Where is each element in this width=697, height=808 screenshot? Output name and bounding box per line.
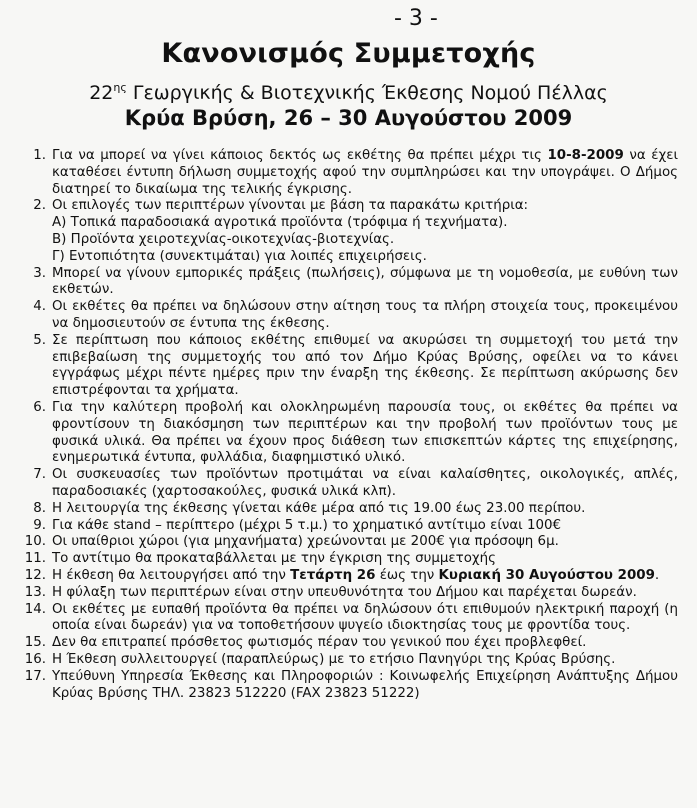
rule-item [14, 551, 678, 568]
rule-item [14, 669, 678, 703]
rule-text: Οι εκθέτες με ευπαθή προϊόντα θα πρέπει να δηλώσουν ότι επιθυμούν ηλεκτρική παροχή (η οποία είναι δωρεάν) για να τοποθετήσουν ψυγείο ιδιοκτησίας τους με φροντίδα τους. [52, 601, 678, 634]
rule-number: 3. [33, 265, 46, 281]
rule-item [14, 400, 678, 467]
rule-text: Για κάθε stand – περίπτερο (μέχρι 5 τ.μ.) το χρηματικό αντίτιμο είναι 100€ [52, 517, 562, 533]
start-date: Τετάρτη 26 [290, 567, 376, 583]
rule-number: 14. [24, 601, 46, 617]
page-number: - 3 - [394, 6, 438, 31]
rule-item [14, 299, 678, 333]
rule-text: Σε περίπτωση που κάποιος εκθέτης επιθυμεί να ακυρώσει τη συμμετοχή του μετά την επιβεβαίωση της συμμετοχής του από τον Δήμο Κρύας Βρύσης, οφείλει να το κάνει εγγράφως μέχρι πέντε ημέρες πριν την έναρξη της έκθεσης. Σε περίπτωση ακύρωσης δεν επιστρέφονται τα χρήματα. [52, 332, 678, 399]
criterion-a: Α) Τοπικά παραδοσιακά αγροτικά προϊόντα (τρόφιμα ή τεχνήματα). [52, 215, 508, 231]
rule-text: Το αντίτιμο θα προκαταβάλλεται με την έγκριση της συμμετοχής [52, 551, 496, 567]
rule-item [14, 467, 678, 501]
deadline-date: 10-8-2009 [547, 148, 624, 163]
rule-text-part: Η έκθεση θα λειτουργήσει από την [52, 567, 291, 583]
subtitle-ordinal: 22 [89, 82, 114, 104]
rule-text: Μπορεί να γίνουν εμπορικές πράξεις (πωλήσεις), σύμφωνα με τη νομοθεσία, με ευθύνη των εκθετών. [52, 265, 678, 298]
rule-number: 9. [33, 517, 46, 533]
rule-text: Η λειτουργία της έκθεσης γίνεται κάθε μέρα από τις 19.00 έως 23.00 περίπου. [52, 500, 586, 516]
end-date: Κυριακή 30 Αυγούστου 2009 [438, 567, 655, 583]
subtitle-text: Γεωργικής & Βιοτεχνικής Έκθεσης Νομού Πέλλας [126, 82, 608, 104]
event-date-location: Κρύα Βρύση, 26 – 30 Αυγούστου 2009 [124, 106, 573, 130]
rule-text-part: έως την [375, 567, 439, 583]
rule-number: 1. [33, 148, 46, 163]
rule-text [52, 148, 678, 198]
rule-item [14, 585, 678, 602]
rule-number: 8. [33, 500, 46, 516]
document-title: Κανονισμός Συμμετοχής [161, 38, 536, 69]
rule-number: 5. [33, 332, 46, 348]
rule-number: 2. [33, 198, 46, 214]
rule-number: 7. [33, 467, 46, 483]
rule-item [14, 602, 678, 636]
rule-item [14, 652, 678, 669]
rule-item [14, 148, 678, 198]
document-subtitle [0, 81, 697, 104]
rule-item [14, 534, 678, 551]
rule-number: 13. [24, 584, 46, 600]
rule-item [14, 501, 678, 518]
criterion-b: Β) Προϊόντα χειροτεχνίας-οικοτεχνίας-βιοτεχνίας. [52, 231, 395, 247]
rule-number: 10. [24, 534, 46, 550]
criterion-c: Γ) Εντοπιότητα (συνεκτιμάται) για λοιπές επιχειρήσεις. [52, 248, 427, 264]
rule-number: 11. [24, 551, 46, 567]
rules-list [14, 148, 678, 702]
rule-text-part: Για να μπορεί να γίνει κάποιος δεκτός ως εκθέτης θα πρέπει μέχρι τις [52, 148, 548, 163]
rule-text [52, 198, 678, 265]
rule-intro: Οι επιλογές των περιπτέρων γίνονται με βάση τα παρακάτω κριτήρια: [52, 198, 529, 214]
rule-item [14, 266, 678, 300]
rule-text: Η Έκθεση συλλειτουργεί (παραπλεύρως) με το ετήσιο Πανηγύρι της Κρύας Βρύσης. [52, 651, 616, 667]
subtitle-ordinal-suffix: ης [113, 81, 127, 94]
rule-number: 6. [33, 399, 46, 415]
rule-item [14, 198, 678, 265]
rule-number: 12. [24, 567, 46, 583]
rule-item [14, 518, 678, 535]
rule-text: Οι υπαίθριοι χώροι (για μηχανήματα) χρεώνονται με 200€ για πρόσοψη 6μ. [52, 534, 559, 550]
rule-text: Οι συσκευασίες των προϊόντων προτιμάται να είναι καλαίσθητες, οικολογικές, απλές, παραδοσιακές (χαρτοσακούλες, φυσικά υλικά κλπ). [52, 467, 678, 499]
rule-text: Οι εκθέτες θα πρέπει να δηλώσουν στην αίτηση τους τα πλήρη στοιχεία τους, προκειμένου να δημοσιευτούν σε έντυπα της έκθεσης. [52, 299, 678, 331]
rule-number: 15. [24, 635, 46, 651]
rule-text: Για την καλύτερη προβολή και ολοκληρωμένη παρουσία τους, οι εκθέτες θα πρέπει να φροντίσουν τη διακόσμηση των περιπτέρων και την προβολή των προϊόντων τους με φυσικά υλικά. Θα πρέπει να έχουν προς διάθεση των επισκεπτών κάρτες της επιχείρησης, ενημερωτικά έντυπα, φυλλάδια, διαφημιστικό υλικό. [52, 399, 678, 466]
rule-text-part: να έχει καταθέσει έντυπη δήλωση συμμετοχής αφού την συμπληρώσει και την υπογράψει. Ο Δήμος διατηρεί το δικαίωμα της τελικής έγκρισης. [52, 148, 678, 197]
rule-item [14, 568, 678, 585]
rule-item [14, 635, 678, 652]
rule-text: Υπεύθυνη Υπηρεσία Έκθεσης και Πληροφοριών : Κοινωφελής Επιχείρηση Ανάπτυξης Δήμου Κρύας Βρύσης ΤΗΛ. 23823 512220 (FAX 23823 51222) [52, 668, 678, 701]
rule-text: Η φύλαξη των περιπτέρων είναι στην υπευθυνότητα του Δήμου και παρέχεται δωρεάν. [52, 584, 637, 600]
rule-item [14, 333, 678, 400]
rule-number: 17. [24, 668, 46, 684]
rule-number: 4. [33, 299, 46, 315]
rule-text-part: . [654, 567, 660, 583]
rule-text [52, 568, 678, 585]
rule-number: 16. [24, 651, 46, 667]
rule-text: Δεν θα επιτραπεί πρόσθετος φωτισμός πέραν του γενικού που έχει προβλεφθεί. [52, 635, 587, 651]
